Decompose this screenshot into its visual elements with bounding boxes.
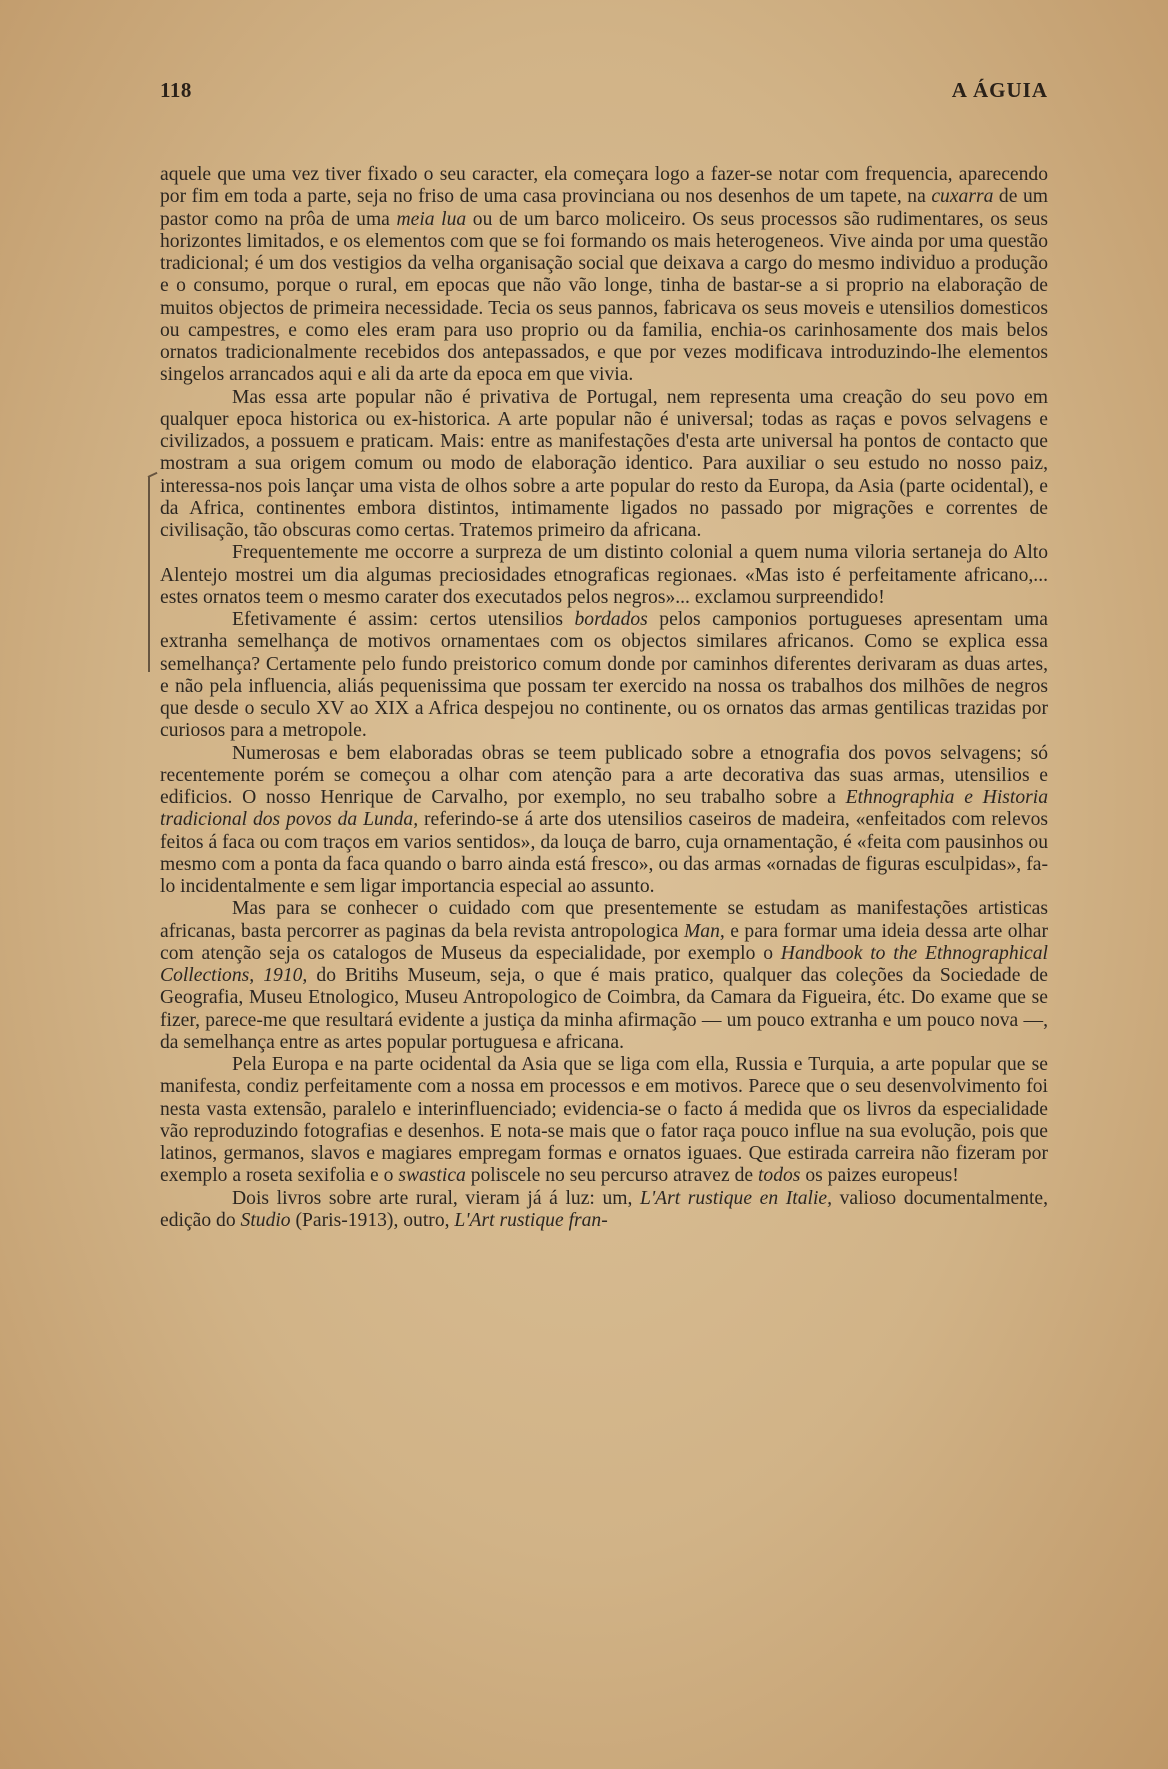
paragraph bbox=[160, 1054, 1048, 1188]
italic-text: Man, bbox=[683, 920, 725, 942]
text-run: Dois livros sobre arte rural, vieram já á luz: um, bbox=[232, 1187, 641, 1209]
text-run: Mas para se conhecer o cuidado com que presentemente se estudam as manifestações artisticas africanas, basta percorrer as paginas da bela revista antropologica bbox=[160, 898, 1048, 942]
italic-text: todos bbox=[757, 1165, 801, 1187]
italic-text: L'Art rustique fran- bbox=[454, 1209, 608, 1231]
text-run: valioso documentalmente, edição do bbox=[160, 1187, 1048, 1231]
body-text bbox=[160, 164, 1048, 1232]
text-run: os paizes europeus! bbox=[800, 1165, 959, 1187]
text-run: (Paris-1913), outro, bbox=[290, 1209, 455, 1231]
text-run: e para formar uma ideia dessa arte olhar com atenção seja os catalogos de Museus da especialidade, por exemplo o bbox=[160, 920, 1048, 964]
paragraph bbox=[160, 387, 1048, 543]
text-run: Pela Europa e na parte ocidental da Asia que se liga com ella, Russia e Turquia, a arte popular que se manifesta, condiz perfeitamente com a nossa em processos e em motivos. Parece que o seu desenvolvimento foi nesta vasta extensão, paralelo e interinfluenciado; evidencia-se o facto á medida que os livros da especialidade vão reproduzindo fotografias e desenhos. E nota-se mais que o fator raça pouco influe na sua evolução, pois que latinos, germanos, slavos e magiares empregam formas e ornatos iguaes. Que estirada carreira não fizeram por exemplo a roseta sexifolia e o bbox=[160, 1054, 1048, 1187]
text-run: Frequentemente me occorre a surpreza de um distinto colonial a quem numa viloria sertaneja do Alto Alentejo mostrei um dia algumas preciosidades etnograficas regionaes. «Mas isto é perfeitamente africano,... estes ornatos teem o mesmo carater dos executados pelos negros»... exclamou surpreendido! bbox=[160, 542, 1048, 608]
paragraph bbox=[160, 542, 1048, 609]
paragraph bbox=[160, 743, 1048, 899]
italic-text: swastica bbox=[398, 1165, 466, 1187]
italic-text: L'Art rustique en Italie, bbox=[640, 1187, 832, 1209]
paragraph bbox=[160, 1188, 1048, 1233]
margin-pencil-mark bbox=[148, 476, 150, 672]
italic-text: Handbook to the Ethnographical Collections, 1910, bbox=[160, 942, 1048, 986]
journal-title: A ÁGUIA bbox=[951, 78, 1048, 102]
text-run: poliscele no seu percurso atravez de bbox=[465, 1165, 758, 1187]
italic-text: meia lua bbox=[396, 208, 467, 230]
paragraph bbox=[160, 898, 1048, 1054]
text-run: pelos camponios portugueses apresentam uma extranha semelhança de motivos ornamentaes com os objectos similares africanos. Como se explica essa semelhança? Certamente pelo fundo preistorico comum donde por caminhos diferentes derivaram as duas artes, e não pela influencia, aliás pequenissima que possam ter exercido na nossa os trabalhos dos milhões de negros que desde o seculo XV ao XIX a Africa despejou no continente, ou os ornatos das armas gentilicas trazidas por curiosos para a metropole. bbox=[160, 609, 1048, 742]
italic-text: Ethnographia e Historia tradicional dos povos da Lunda, bbox=[160, 787, 1048, 831]
text-run: ou de um barco moliceiro. Os seus processos são rudimentares, os seus horizontes limitados, e os elementos com que se foi formando os mais heterogeneos. Vive ainda por uma questão tradicional; é um dos vestigios da velha organisação social que deixava a cargo do mesmo individuo a produção e o consumo, porque o rural, em epocas que não vão longe, tinha de bastar-se a si proprio na elaboração de muitos objectos de primeira necessidade. Tecia os seus pannos, fabricava os seus moveis e utensilios domesticos ou campestres, e como eles eram para uso proprio ou da familia, enchia-os carinhosamente dos mais belos ornatos tradicionalmente recebidos dos antepassados, e que por vezes modificava introduzindo-lhe elementos singelos arrancados aqui e ali da arte da epoca em que vivia. bbox=[160, 208, 1048, 386]
paragraph bbox=[160, 609, 1048, 743]
page-number: 118 bbox=[160, 78, 192, 102]
italic-text: Studio bbox=[240, 1209, 291, 1231]
italic-text: bordados bbox=[574, 609, 648, 630]
text-run: Efetivamente é assim: certos utensilios bbox=[232, 609, 575, 630]
paragraph bbox=[160, 164, 1048, 387]
text-run: Numerosas e bem elaboradas obras se teem publicado sobre a etnografia dos povos selvagens; só recentemente porém se começou a olhar com atenção para a arte decorativa das suas armas, utensilios e edificios. O nosso Henrique de Carvalho, por exemplo, no seu trabalho sobre a bbox=[160, 742, 1048, 808]
text-run: de um pastor como na prôa de uma bbox=[160, 186, 1049, 230]
text-run: referindo-se á arte dos utensilios caseiros de madeira, «enfeitados com relevos feitos á faca ou com traços em varios sentidos», da louça de barro, cuja ornamentação, é «feita com pausinhos ou mesmo com a ponta da faca quando o barro ainda está fresco», ou das armas «ornadas de figuras esculpidas», fa-lo incidentalmente e sem ligar importancia especial ao assunto. bbox=[160, 809, 1048, 897]
italic-text: cuxarra bbox=[931, 186, 994, 208]
text-run: Mas essa arte popular não é privativa de Portugal, nem representa uma creação do seu povo em qualquer epoca historica ou ex-historica. A arte popular não é universal; todas as raças e povos selvagens e civilizados, a possuem e praticam. Mais: entre as manifestações d'esta arte universal ha pontos de contacto que mostram a sua origem comum ou modo de elaboração identico. Para auxiliar o seu estudo no nosso paiz, interessa-nos pois lançar uma vista de olhos sobre a arte popular do resto da Europa, da Asia (parte ocidental), e da Africa, continentes embora distintos, intimamente ligados no passado por migrações e correntes de civilisação, tão obscuras como certas. Tratemos primeiro da africana. bbox=[160, 386, 1048, 541]
text-run: aquele que uma vez tiver fixado o seu caracter, ela começara logo a fazer-se notar com frequencia, aparecendo por fim em toda a parte, seja no friso de uma casa provinciana ou nos desenhos de um tapete, na bbox=[160, 164, 1048, 208]
running-head bbox=[160, 78, 1048, 108]
text-run: do Britihs Museum, seja, o que é mais pratico, qualquer das coleções da Sociedade de Geografia, Museu Etnologico, Museu Antropologico de Coimbra, da Camara da Figueira, étc. Do exame que se fizer, parece-me que resultará evidente a justiça da minha afirmação — um pouco extranha e um pouco nova —, da semelhança entre as artes popular portuguesa e africana. bbox=[160, 965, 1049, 1053]
